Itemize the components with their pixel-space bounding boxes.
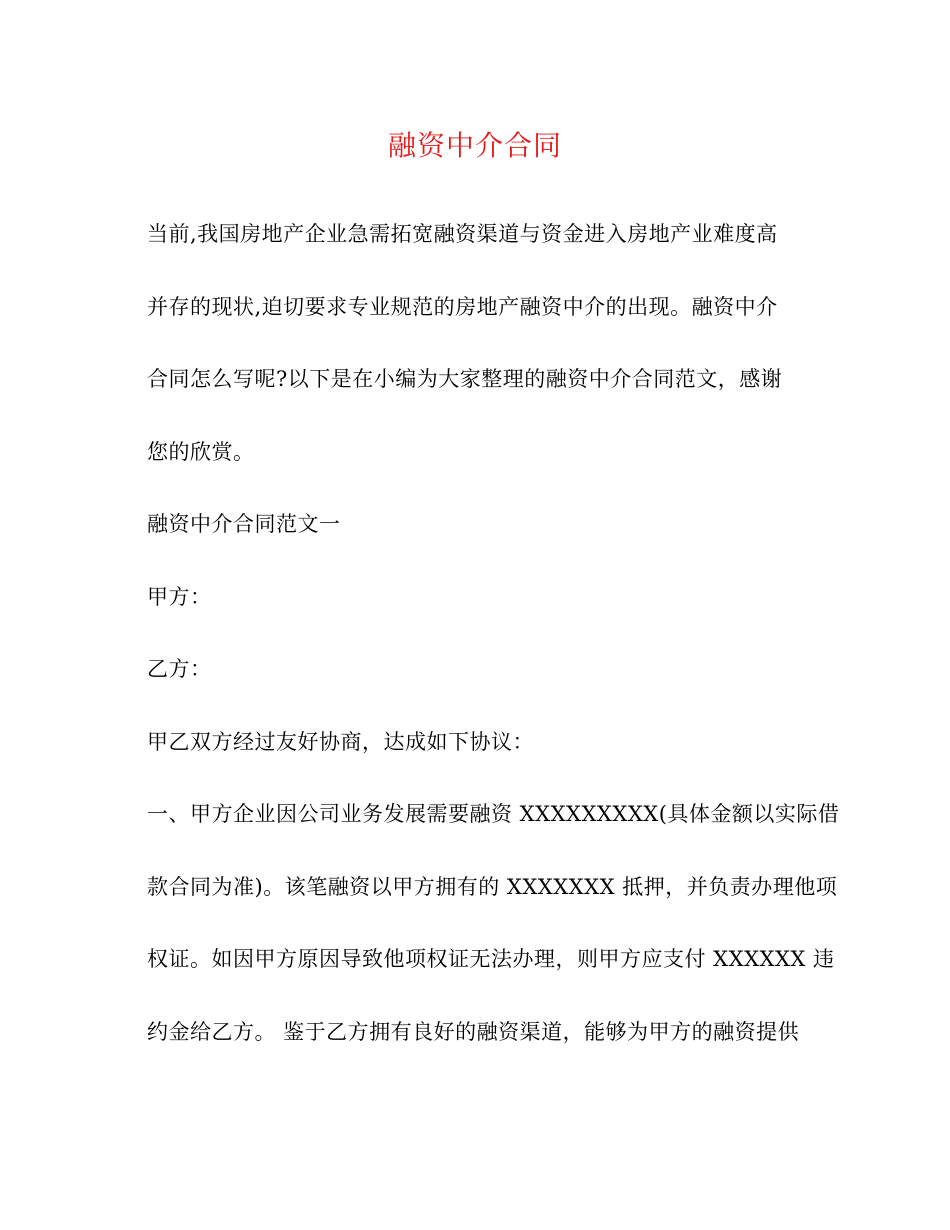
clause-line: 款合同为准)。该笔融资以甲方拥有的 XXXXXXX 抵押，并负责办理他项 (147, 874, 838, 899)
clause-line: 约金给乙方。 鉴于乙方拥有良好的融资渠道，能够为甲方的融资提供 (147, 1019, 800, 1044)
paragraph-line: 当前,我国房地产企业急需拓宽融资渠道与资金进入房地产业难度高 (147, 222, 778, 246)
paragraph-line: 并存的现状,迫切要求专业规范的房地产融资中介的出现。融资中介 (147, 294, 778, 319)
paragraph-line: 您的欣赏。 (147, 439, 255, 464)
clause-line: 一、甲方企业因公司业务发展需要融资 XXXXXXXXX(具体金额以实际借 (147, 802, 840, 826)
agreement-intro: 甲乙双方经过友好协商，达成如下协议： (147, 729, 534, 754)
party-a-label: 甲方： (147, 584, 212, 609)
clause-line: 权证。如因甲方原因导致他项权证无法办理，则甲方应支付 XXXXXX 违 (147, 947, 835, 971)
section-heading: 融资中介合同范文一 (147, 512, 341, 536)
party-b-label: 乙方： (147, 657, 212, 681)
document-title: 融资中介合同 (387, 129, 562, 162)
paragraph-line: 合同怎么写呢?以下是在小编为大家整理的融资中介合同范文，感谢 (147, 367, 783, 391)
document-body (147, 210, 840, 1080)
